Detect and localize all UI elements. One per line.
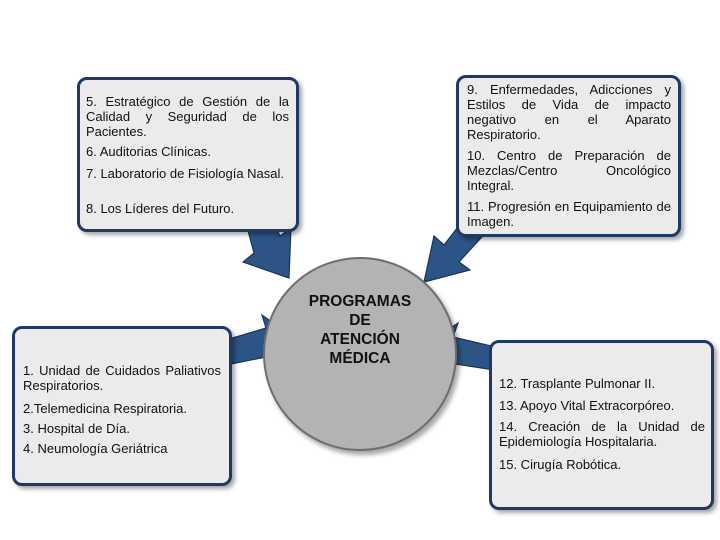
item-5: 5. Estratégico de Gestión de la Calidad y Seguridad de los Pacientes. — [86, 94, 289, 139]
item-3: 3. Hospital de Día. — [23, 421, 130, 436]
item-1: 1. Unidad de Cuidados Paliativos Respiratorios. — [23, 363, 221, 393]
center-title — [285, 292, 435, 368]
item-2: 2.Telemedicina Respiratoria. — [23, 401, 188, 416]
center-title-line-4: MÉDICA — [329, 350, 391, 367]
item-15: 15. Cirugía Robótica. — [499, 457, 622, 472]
item-11: 11. Progresión en Equipamiento de Imagen. — [467, 199, 671, 229]
center-title-line-2: DE — [349, 312, 371, 329]
item-9: 9. Enfermedades, Adicciones y Estilos de Vida de impacto negativo en el Aparato Respiratorio. — [467, 82, 671, 142]
item-6: 6. Auditorias Clínicas. — [86, 144, 212, 159]
item-13: 13. Apoyo Vital Extracorpóreo. — [499, 398, 675, 413]
center-title-line-3: ATENCIÓN — [320, 331, 400, 348]
item-14: 14. Creación de la Unidad de Epidemiología Hospitalaria. — [499, 419, 705, 449]
item-10: 10. Centro de Preparación de Mezclas/Centro Oncológico Integral. — [467, 148, 671, 193]
item-8: 8. Los Líderes del Futuro. — [86, 201, 235, 216]
center-title-line-1: PROGRAMAS — [308, 293, 412, 310]
item-4: 4. Neumología Geriátrica — [23, 441, 168, 456]
item-7: 7. Laboratorio de Fisiología Nasal. — [86, 166, 285, 181]
item-12: 12. Trasplante Pulmonar II. — [499, 376, 656, 391]
